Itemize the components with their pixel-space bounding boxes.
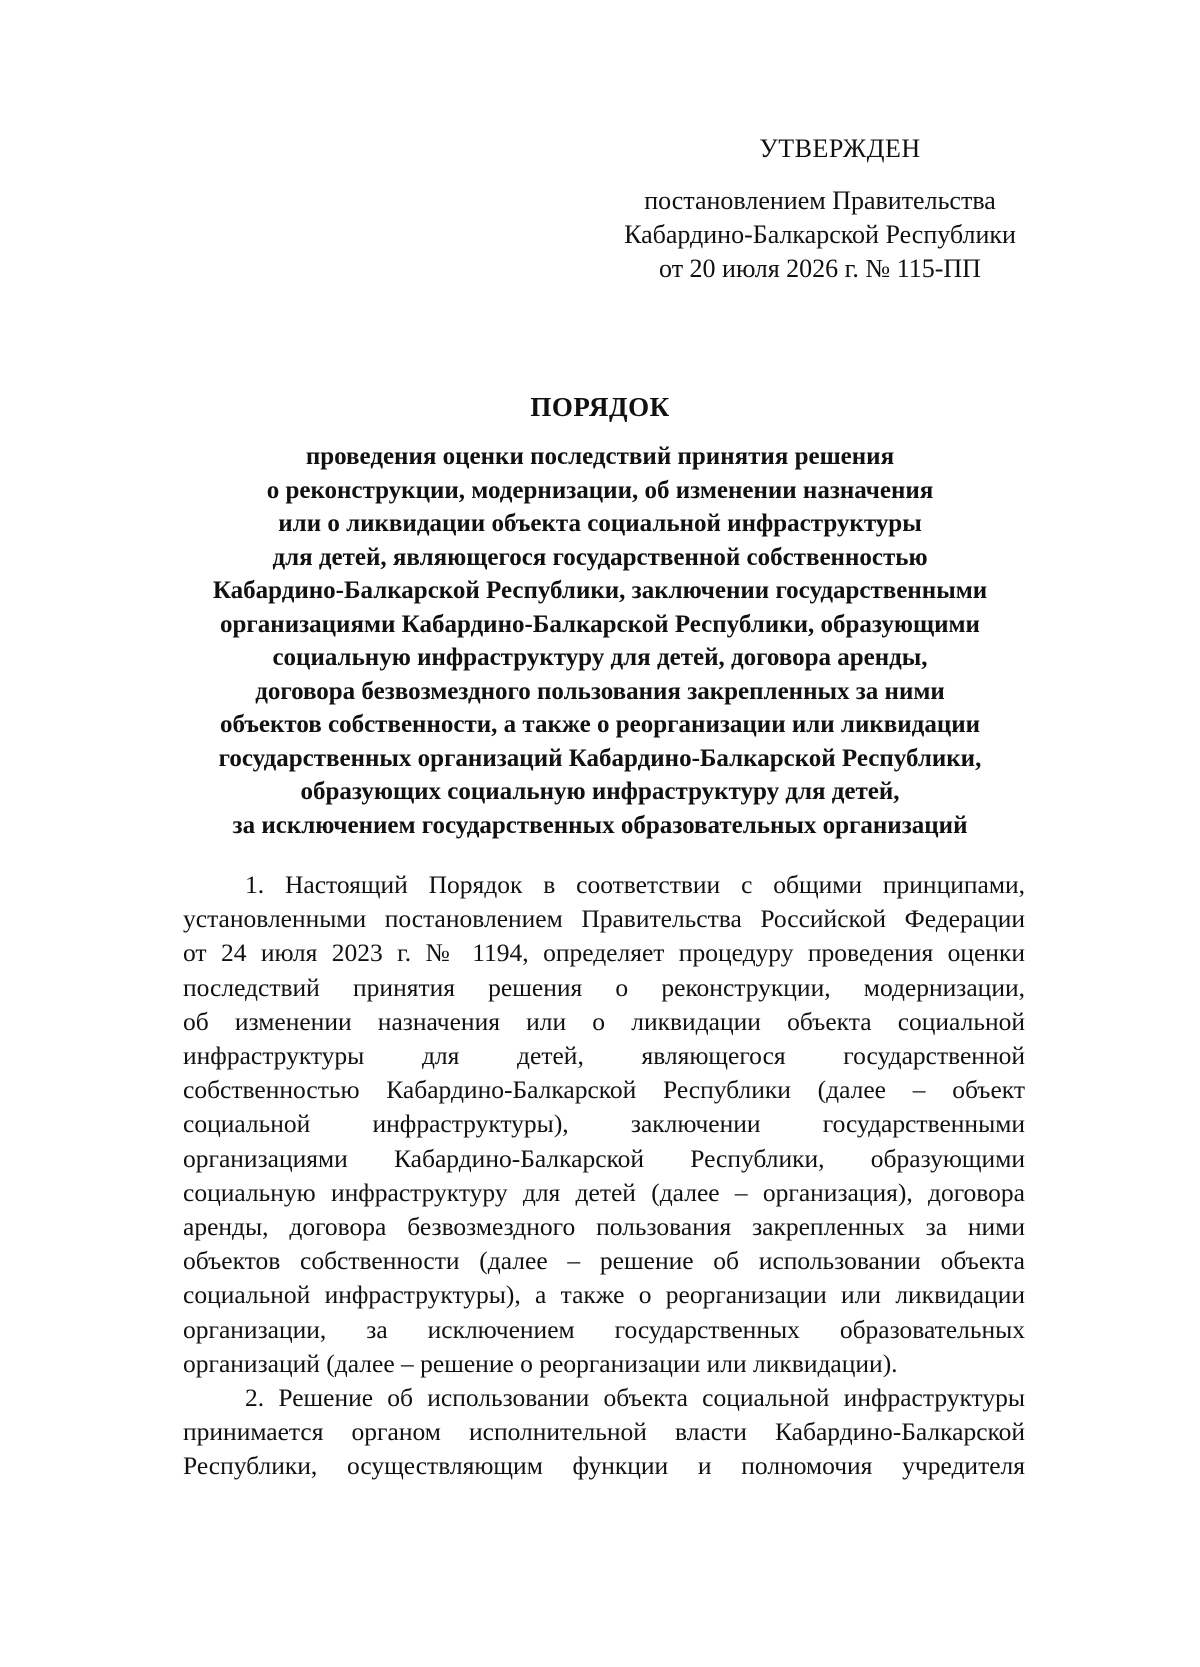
- approval-line: Кабардино-Балкарской Республики: [624, 220, 1016, 249]
- approval-line: постановлением Правительства: [644, 186, 996, 215]
- paragraph-line: организаций (далее – решение о реорганизации или ликвидации).: [183, 1348, 898, 1378]
- paragraph-line: последствий принятия решения о реконструкции, модернизации,: [183, 972, 1025, 1002]
- paragraph-line: Республики, осуществляющим функции и полномочия учредителя: [183, 1451, 1025, 1481]
- paragraph-line: социальной инфраструктуры), а также о реорганизации или ликвидации: [183, 1280, 1025, 1310]
- subtitle-line: государственных организаций Кабардино-Балкарской Республики,: [218, 744, 982, 772]
- title-block: [170, 390, 1030, 842]
- paragraph-line: социальной инфраструктуры), заключении государственными: [183, 1109, 1025, 1139]
- subtitle-line: проведения оценки последствий принятия решения: [305, 443, 895, 470]
- subtitle-line: Кабардино-Балкарской Республики, заключении государственными: [212, 577, 988, 604]
- paragraph-line: 1. Настоящий Порядок в соответствии с общими принципами,: [245, 870, 1025, 899]
- document-subtitle: [170, 440, 1030, 842]
- approval-line: от 20 июля 2026 г. № 115-ПП: [659, 254, 981, 283]
- document-body: [183, 868, 1025, 1484]
- subtitle-line: за исключением государственных образовательных организаций: [232, 811, 968, 839]
- paragraph-line: принимается органом исполнительной власти Кабардино-Балкарской: [183, 1417, 1025, 1447]
- subtitle-line: образующих социальную инфраструктуру для детей,: [300, 778, 900, 805]
- paragraph-line: социальную инфраструктуру для детей (далее – организация), договора: [183, 1177, 1025, 1207]
- paragraph-line: от 24 июля 2023 г. № 1194, определяет процедуру проведения оценки: [183, 938, 1025, 968]
- subtitle-line: или о ликвидации объекта социальной инфраструктуры: [278, 510, 922, 537]
- paragraph-line: организациями Кабардино-Балкарской Республики, образующими: [183, 1143, 1025, 1173]
- subtitle-line: организациями Кабардино-Балкарской Республики, образующими: [220, 610, 980, 638]
- document-title: ПОРЯДОК: [530, 392, 670, 422]
- paragraph-line: аренды, договора безвозмездного пользования закрепленных за ними: [183, 1212, 1025, 1242]
- subtitle-line: договора безвозмездного пользования закрепленных за ними: [255, 677, 945, 705]
- paragraph-line: установленными постановлением Правительства Российской Федерации: [183, 904, 1025, 934]
- paragraph-2: [183, 1381, 1025, 1484]
- approval-block: [610, 132, 1030, 286]
- subtitle-line: объектов собственности, а также о реорганизации или ликвидации: [219, 711, 981, 738]
- subtitle-line: для детей, являющегося государственной собственностью: [272, 543, 928, 571]
- paragraph-line: объектов собственности (далее – решение об использовании объекта: [183, 1246, 1025, 1276]
- paragraph-1: [183, 868, 1025, 1381]
- paragraph-line: об изменении назначения или о ликвидации объекта социальной: [183, 1006, 1025, 1036]
- subtitle-line: социальную инфраструктуру для детей, договора аренды,: [272, 644, 928, 671]
- paragraph-line: инфраструктуры для детей, являющегося государственной: [183, 1041, 1025, 1071]
- paragraph-line: организации, за исключением государственных образовательных: [183, 1314, 1025, 1344]
- paragraph-line: 2. Решение об использовании объекта социальной инфраструктуры: [245, 1383, 1025, 1413]
- paragraph-line: собственностью Кабардино-Балкарской Республики (далее – объект: [183, 1075, 1025, 1105]
- approval-stamp: УТВЕРЖДЕН: [759, 134, 921, 163]
- subtitle-line: о реконструкции, модернизации, об изменении назначения: [266, 476, 934, 504]
